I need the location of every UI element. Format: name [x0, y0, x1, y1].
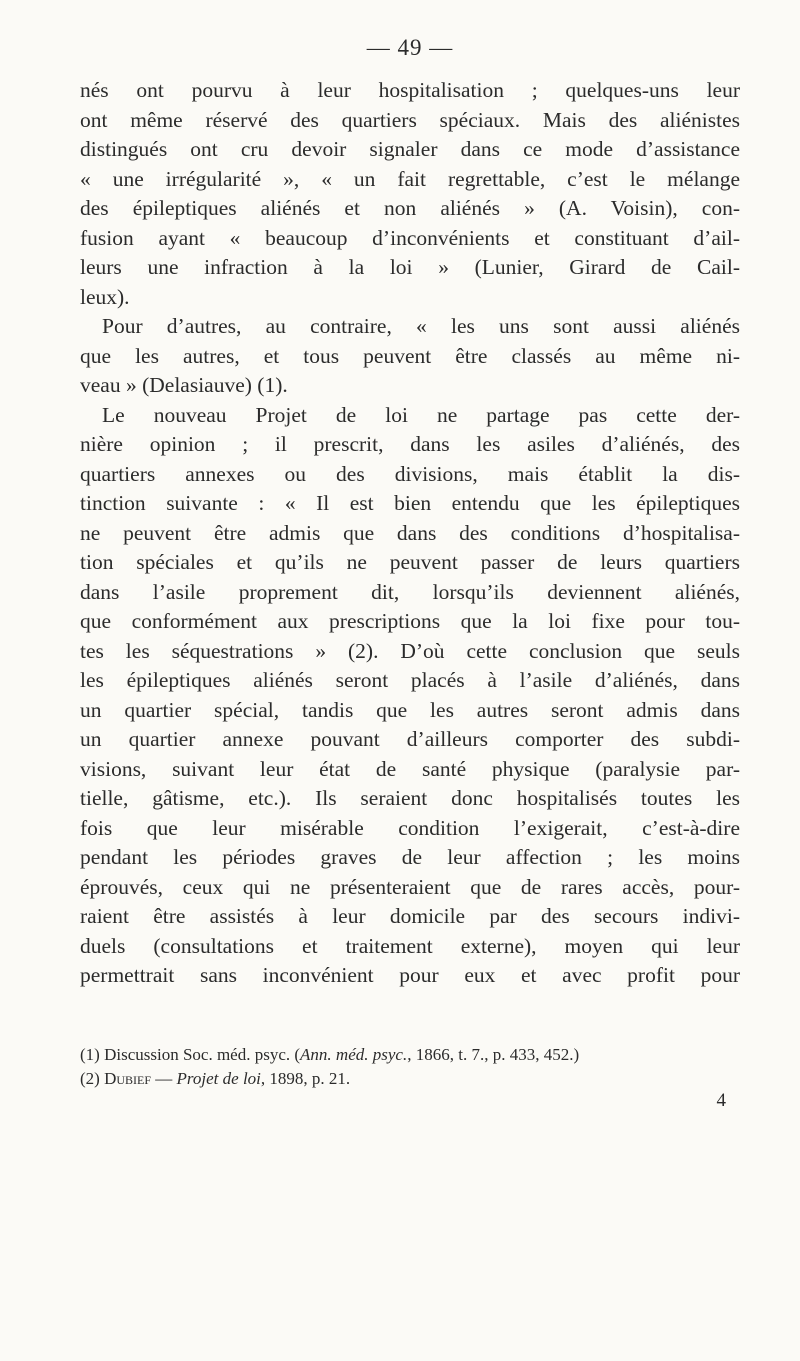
paragraph-3	[80, 401, 740, 991]
footnote-journal-title: Ann. méd. psyc.	[300, 1045, 408, 1064]
text-line: permettrait sans inconvénient pour eux et avec profit pour	[80, 963, 740, 987]
footnote-text: Discussion Soc. méd. psyc. (	[99, 1045, 301, 1064]
text-line: fois que leur misérable condition l’exigerait, c’est-à-dire	[80, 815, 740, 840]
paragraph-2	[80, 312, 740, 401]
text-line: nés ont pourvu à leur hospitalisation ; quelques-uns leur	[80, 78, 740, 102]
text-line: tion spéciales et qu’ils ne peuvent passer de leurs quartiers	[80, 550, 740, 574]
text-line: éprouvés, ceux qui ne présenteraient que de rares accès, pour-	[80, 874, 740, 899]
text-line: leux).	[80, 284, 130, 309]
text-line: tinction suivante : « Il est bien entendu que les épileptiques	[80, 491, 740, 515]
footnote-author: Dubief	[104, 1069, 152, 1088]
text-line: fusion ayant « beaucoup d’inconvénients et constituant d’ail-	[80, 225, 740, 250]
footnote-marker: (2)	[80, 1069, 100, 1088]
footnote-citation: , 1866, t. 7., p. 433, 452.)	[407, 1045, 580, 1064]
text-line: ont même réservé des quartiers spéciaux. Mais des aliénistes	[80, 107, 740, 132]
footnote-citation: , 1898, p. 21.	[260, 1069, 351, 1088]
footnote-1	[80, 1043, 740, 1067]
text-line: nière opinion ; il prescrit, dans les asiles d’aliénés, des	[80, 432, 740, 456]
text-line: veau » (Delasiauve) (1).	[80, 373, 288, 397]
text-line: un quartier spécial, tandis que les autres seront admis dans	[80, 697, 740, 722]
text-line: un quartier annexe pouvant d’ailleurs comporter des subdi-	[80, 727, 740, 751]
text-line: des épileptiques aliénés et non aliénés » (A. Voisin), con-	[80, 196, 740, 220]
paragraph-1	[80, 76, 740, 312]
text-line: que les autres, et tous peuvent être classés au même ni-	[80, 343, 740, 368]
text-line: tielle, gâtisme, etc.). Ils seraient donc hospitalisés toutes les	[80, 786, 740, 810]
signature-mark: 4	[716, 1090, 726, 1111]
page-number: — 49 —	[366, 35, 454, 60]
text-line: « une irrégularité », « un fait regrettable, c’est le mélange	[80, 166, 740, 191]
text-line: tes les séquestrations » (2). D’où cette conclusion que seuls	[80, 638, 740, 663]
footnotes	[80, 1043, 740, 1091]
text-line: raient être assistés à leur domicile par des secours indivi-	[80, 904, 740, 928]
footnote-text: —	[151, 1069, 177, 1088]
text-line: visions, suivant leur état de santé physique (paralysie par-	[80, 756, 740, 781]
footnote-2	[80, 1067, 740, 1091]
footnote-work-title: Projet de loi	[176, 1069, 261, 1088]
text-line: Pour d’autres, au contraire, « les uns sont aussi aliénés	[102, 314, 740, 338]
text-line: duels (consultations et traitement externe), moyen qui leur	[80, 933, 740, 958]
text-line: quartiers annexes ou des divisions, mais établit la dis-	[80, 461, 740, 486]
text-line: Le nouveau Projet de loi ne partage pas cette der-	[102, 402, 740, 427]
text-line: leurs une infraction à la loi » (Lunier, Girard de Cail-	[80, 255, 740, 279]
text-line: les épileptiques aliénés seront placés à l’asile d’aliénés, dans	[80, 668, 740, 692]
text-line: distingués ont cru devoir signaler dans ce mode d’assistance	[80, 137, 740, 161]
footnote-marker: (1)	[80, 1045, 100, 1064]
text-line: que conformément aux prescriptions que la loi fixe pour tou-	[80, 609, 740, 633]
text-line: ne peuvent être admis que dans des conditions d’hospitalisa-	[80, 520, 740, 545]
text-line: dans l’asile proprement dit, lorsqu’ils deviennent aliénés,	[80, 579, 740, 604]
text-line: pendant les périodes graves de leur affection ; les moins	[80, 845, 740, 869]
body-text	[80, 76, 740, 991]
